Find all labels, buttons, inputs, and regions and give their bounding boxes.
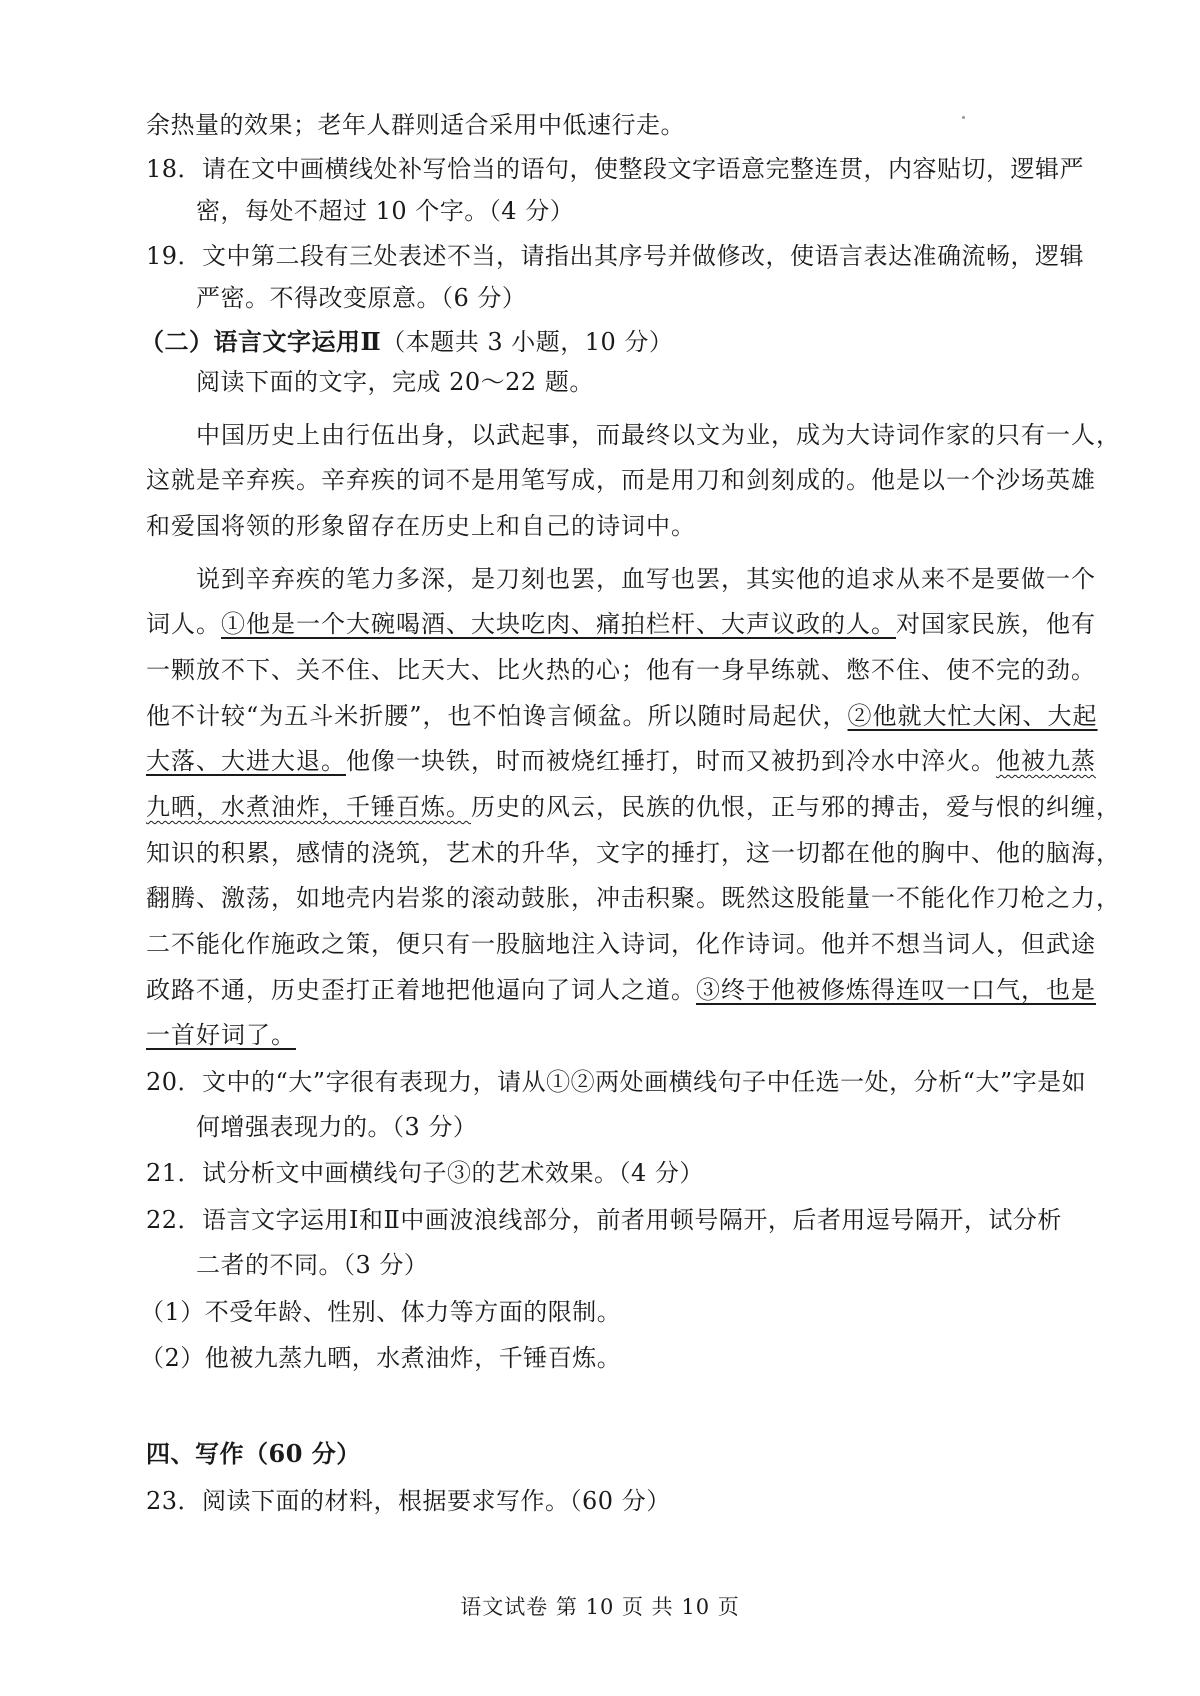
passage-p1-line-1: 中国历史上由行伍出身，以武起事，而最终以文为业，成为大诗词作家的只有一人，: [196, 421, 1121, 449]
passage-text: 对国家民族，他有: [896, 610, 1096, 638]
passage-p2-line-2: [146, 608, 1096, 640]
underlined-sentence-2-start: ②他就大忙大闲、大起: [847, 702, 1098, 730]
passage-p1-line-2: 这就是辛弃疾。辛弃疾的词不是用笔写成，而是用刀和剑刻成的。他是以一个沙场英雄: [146, 466, 1096, 494]
passage-p2-line-3: 一颗放不下、关不住、比天大、比火热的心；他有一身早练就、憋不住、使不完的劲。: [146, 656, 1096, 684]
question-22-line-1: 22．语言文字运用Ⅰ和Ⅱ中画波浪线部分，前者用顿号隔开，后者用逗号隔开，试分析: [146, 1206, 1062, 1234]
wavy-underlined-start: 他被九蒸: [996, 747, 1096, 775]
passage-p2-line-8: 翻腾、激荡，如地壳内岩浆的滚动鼓胀，冲击积聚。既然这股能量一不能化作刀枪之力，: [146, 884, 1121, 912]
passage-p2-line-4: [146, 700, 1098, 732]
passage-text: 他像一块铁，时而被烧红捶打，时而又被扔到冷水中淬火。: [346, 747, 996, 775]
question-18-line-2: 密，每处不超过 10 个字。（4 分）: [196, 197, 575, 225]
page-footer: 语文试卷 第 10 页 共 10 页: [460, 1595, 740, 1619]
question-21-line-1: 21．试分析文中画横线句子③的艺术效果。（4 分）: [146, 1159, 704, 1187]
question-19-line-2: 严密。不得改变原意。（6 分）: [196, 284, 527, 312]
passage-p2-line-11: [146, 1019, 1066, 1051]
passage-text: 历史的风云，民族的仇恨，正与邪的搏击，爱与恨的纠缠，: [471, 793, 1121, 821]
underlined-sentence-3-start: ③终于他被修炼得连叹一口气，也是: [696, 976, 1096, 1004]
underlined-sentence-3-end: 一首好词了。: [146, 1021, 296, 1049]
question-20-line-1: 20．文中的“大”字很有表现力，请从①②两处画横线句子中任选一处，分析“大”字是如: [146, 1068, 1087, 1096]
question-19-line-1: 19．文中第二段有三处表述不当，请指出其序号并做修改，使语言表达准确流畅，逻辑: [146, 242, 1085, 270]
carryover-text: 余热量的效果；老年人群则适合采用中低速行走。: [146, 111, 685, 139]
underlined-sentence-1: ①他是一个大碗喝酒、大块吃肉、痛拍栏杆、大声议政的人。: [221, 610, 896, 638]
example-2: （2）他被九蒸九晒，水煮油炸，千锤百炼。: [140, 1344, 622, 1372]
passage-p2-line-7: 知识的积累，感情的浇筑，艺术的升华，文字的捶打，这一切都在他的胸中、他的脑海，: [146, 839, 1121, 867]
section-4-heading: 四、写作（60 分）: [146, 1439, 361, 1468]
passage-text: 词人。: [146, 610, 221, 638]
passage-p2-line-1: 说到辛弃疾的笔力多深，是刀刻也罢，血写也罢，其实他的追求从来不是要做一个: [196, 565, 1096, 593]
example-1: （1）不受年龄、性别、体力等方面的限制。: [140, 1298, 622, 1326]
question-23-line-1: 23．阅读下面的材料，根据要求写作。（60 分）: [146, 1487, 671, 1515]
section-2-instruction: 阅读下面的文字，完成 20～22 题。: [196, 368, 594, 396]
section-2-title: （二）语言文字运用Ⅱ: [140, 327, 382, 356]
question-18-line-1: 18．请在文中画横线处补写恰当的语句，使整段文字语意完整连贯，内容贴切，逻辑严: [146, 155, 1085, 183]
passage-p2-line-9: 二不能化作施政之策，便只有一股脑地注入诗词，化作诗词。他并不想当词人，但武途: [146, 930, 1096, 958]
section-2-heading: [140, 326, 1060, 358]
underlined-sentence-2-end: 大落、大进大退。: [146, 747, 346, 775]
question-22-line-2: 二者的不同。（3 分）: [196, 1251, 429, 1279]
passage-text: 政路不通，历史歪打正着地把他逼向了词人之道。: [146, 976, 696, 1004]
passage-p2-line-5: [146, 745, 1096, 777]
wavy-underlined-end: 九晒，水煮油炸，千锤百炼。: [146, 793, 471, 821]
passage-p2-line-6: [146, 791, 1121, 823]
question-20-line-2: 何增强表现力的。（3 分）: [196, 1113, 478, 1141]
passage-text: 他不计较“为五斗米折腰”，也不怕谗言倾盆。所以随时局起伏，: [146, 702, 848, 730]
passage-p1-line-3: 和爱国将领的形象留存在历史上和自己的诗词中。: [146, 512, 696, 540]
section-2-note: （本题共 3 小题，10 分）: [381, 328, 674, 356]
passage-p2-line-10: [146, 974, 1096, 1006]
